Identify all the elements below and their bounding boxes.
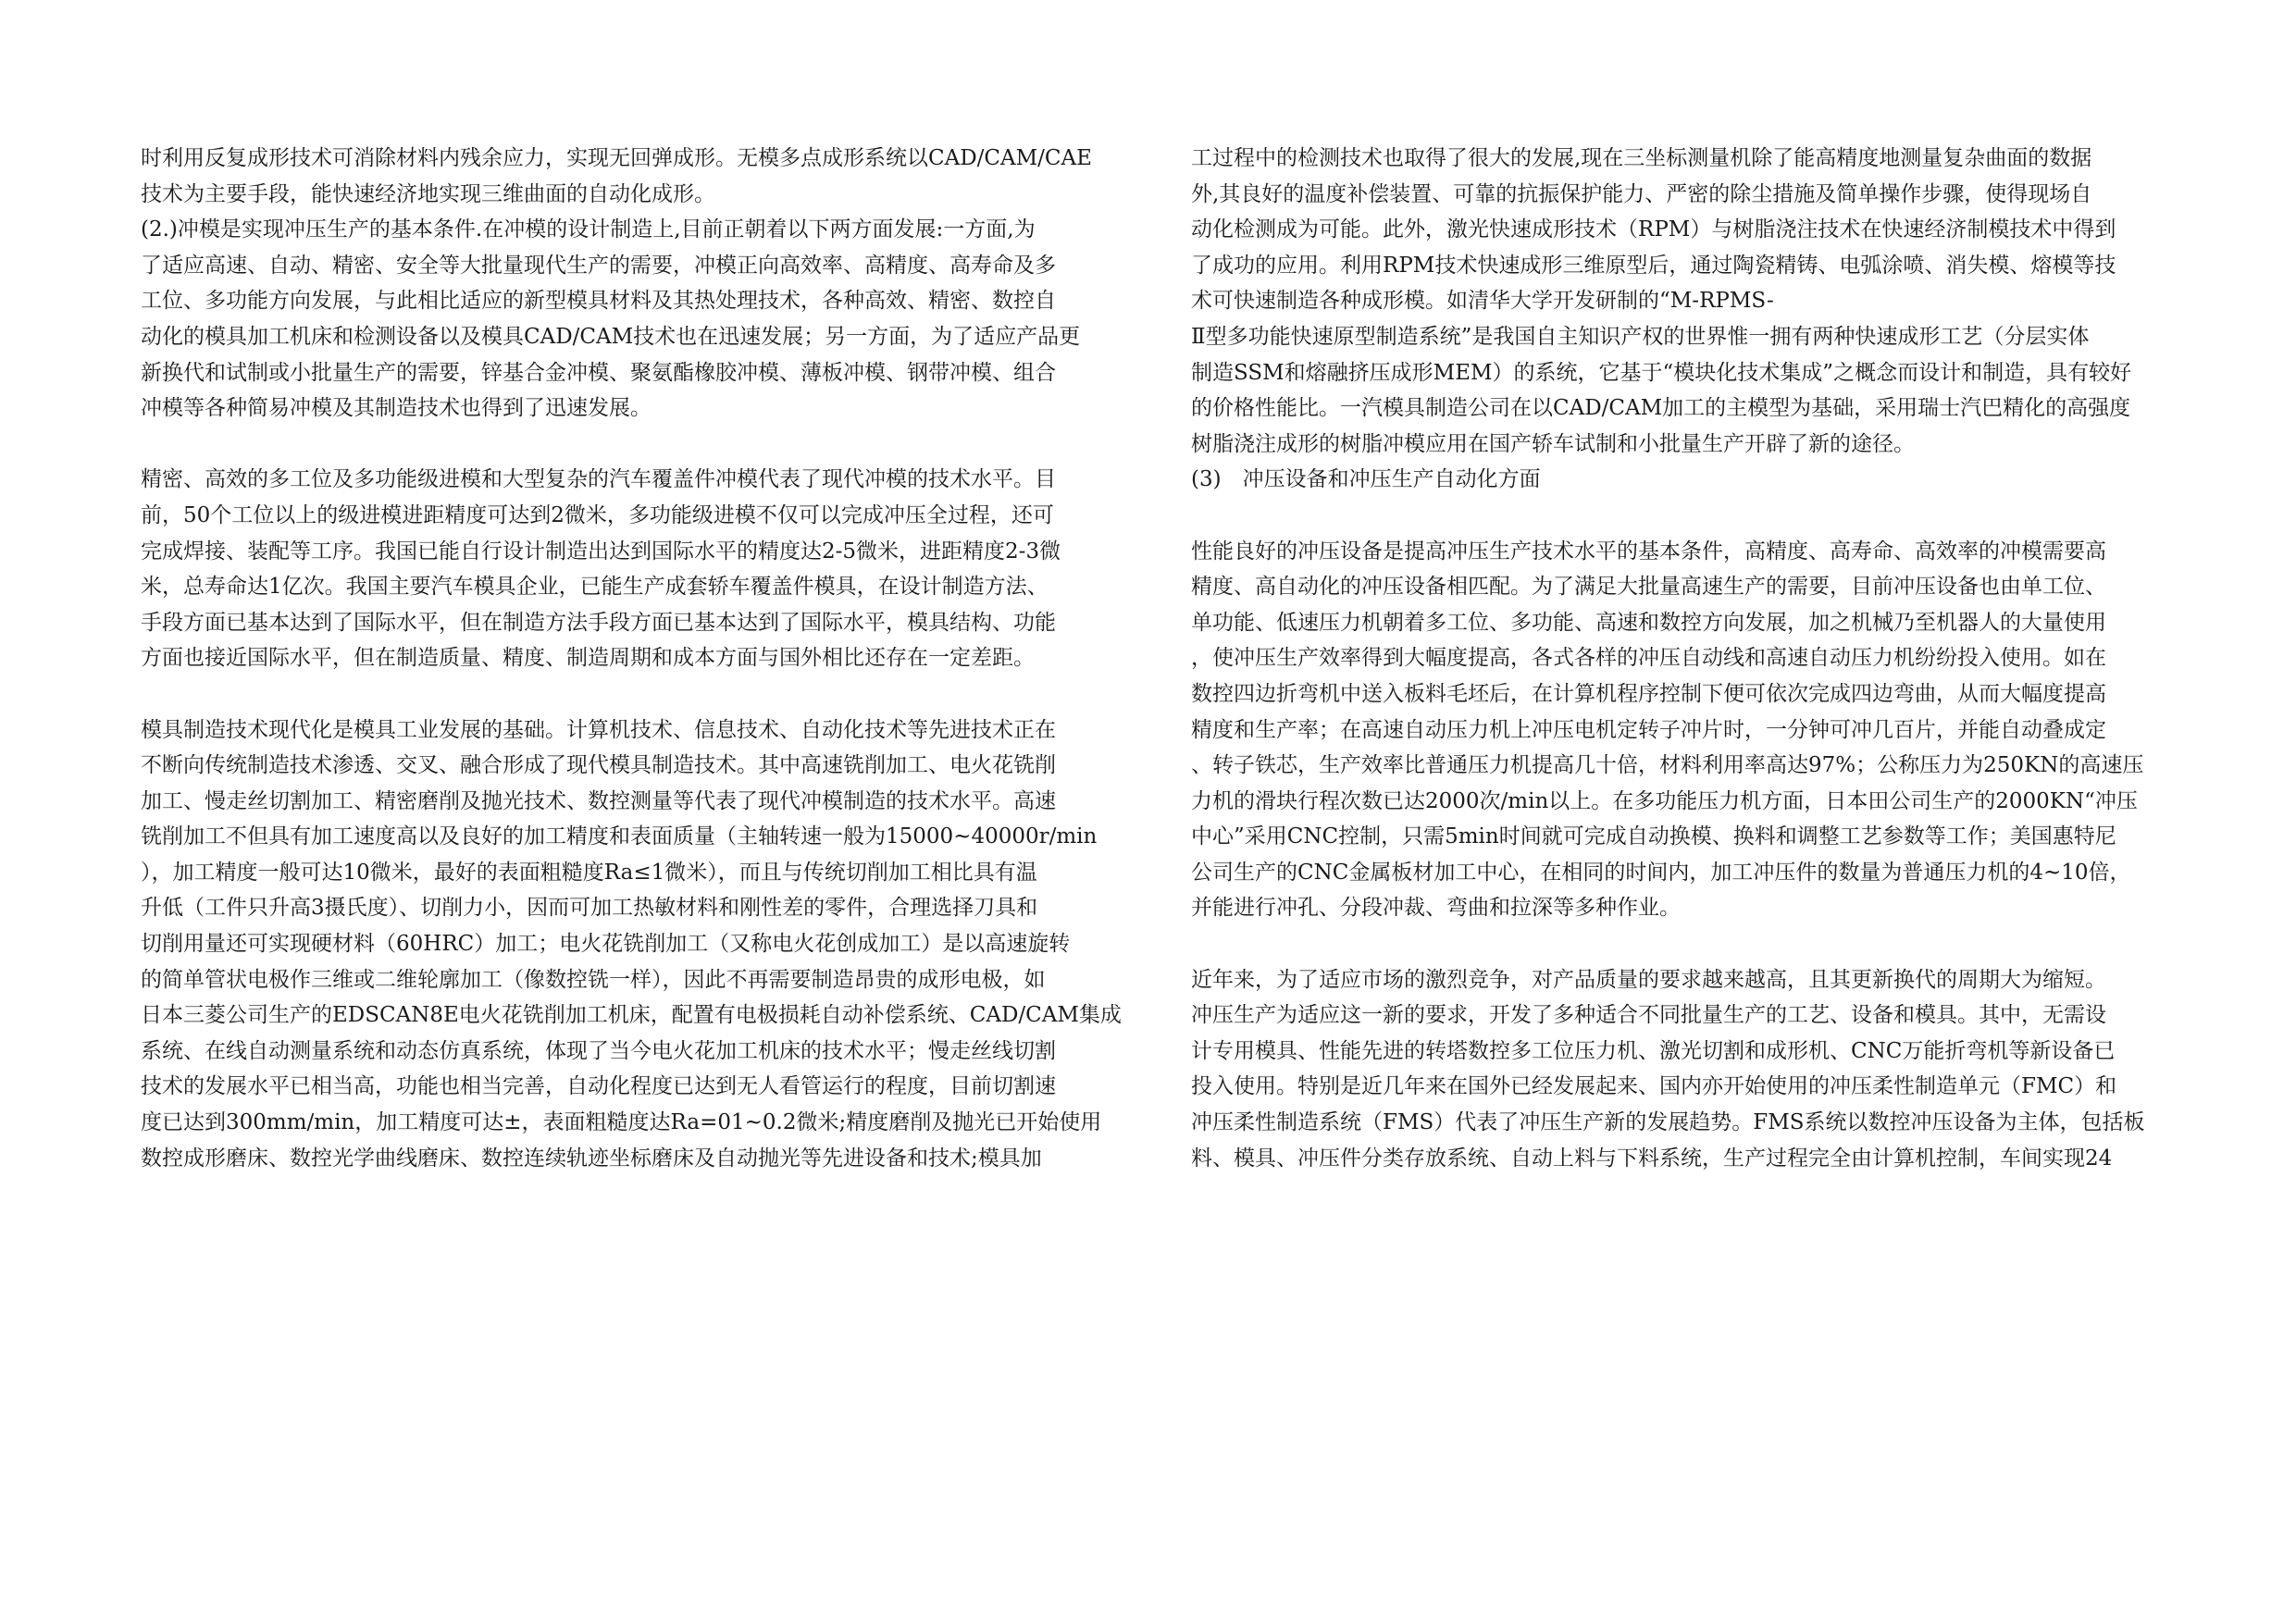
text-line: 工位、多功能方向发展，与此相比适应的新型模具材料及其热处理技术，各种高效、精密、数控自 [141,289,1056,314]
text-line: 料、模具、冲压件分类存放系统、自动上料与下料系统，生产过程完全由计算机控制，车间实现24 [1191,1146,2113,1171]
text-line: 、转子铁芯，生产效率比普通压力机提高几十倍，材料利用率高达97%；公称压力为250KN的高速压 [1191,753,2144,778]
text-line: 投入使用。特别是近几年来在国外已经发展起来、国内亦开始使用的冲压柔性制造单元（FMC）和 [1191,1074,2117,1099]
text-line: 力机的滑块行程次数已达2000次/min以上。在多功能压力机方面，日本田公司生产的2000KN“冲压 [1191,788,2138,813]
text-line: 计专用模具、性能先进的转塔数控多工位压力机、激光切割和成形机、CNC万能折弯机等新设备已 [1191,1038,2116,1063]
text-line: 术可快速制造各种成形模。如清华大学开发研制的“M-RPMS- [1191,289,1774,314]
text-line: Ⅱ型多功能快速原型制造系统”是我国自主知识产权的世界惟一拥有两种快速成形工艺（分层实体 [1191,324,2090,349]
paragraph-gap [141,427,1131,463]
text-line: 近年来，为了适应市场的激烈竞争，对产品质量的要求越来越高，且其更新换代的周期大为缩短。 [1191,967,2106,992]
left-column [141,141,1131,1176]
text-line: 精密、高效的多工位及多功能级进模和大型复杂的汽车覆盖件冲模代表了现代冲模的技术水平。目 [141,467,1056,492]
text-line: 精度、高自动化的冲压设备相匹配。为了满足大批量高速生产的需要，目前冲压设备也由单工位、 [1191,575,2106,600]
paragraph-gap [1191,498,2189,534]
text-line: 精度和生产率；在高速自动压力机上冲压电机定转子冲片时，一分钟可冲几百片，并能自动叠成定 [1191,717,2106,742]
text-line: 米，总寿命达1亿次。我国主要汽车模具企业，已能生产成套轿车覆盖件模具，在设计制造方法、 [141,575,1049,600]
text-line: 中心”采用CNC控制，只需5min时间就可完成自动换模、换料和调整工艺参数等工作；美国惠特尼 [1191,824,2116,849]
text-line: 单功能、低速压力机朝着多工位、多功能、高速和数控方向发展，加之机械乃至机器人的大量使用 [1191,610,2106,635]
text-line: 铣削加工不但具有加工速度高以及良好的加工精度和表面质量（主轴转速一般为15000~40000r/min [141,824,1098,849]
text-line: 系统、在线自动测量系统和动态仿真系统，体现了当今电火花加工机床的技术水平；慢走丝线切割 [141,1038,1056,1063]
text-line: ），加工精度一般可达10微米，最好的表面粗糙度Ra≤1微米），而且与传统切削加工相比具有温 [141,860,1037,885]
text-line: 完成焊接、装配等工序。我国已能自行设计制造出达到国际水平的精度达2-5微米，进距精度2-3微 [141,539,1061,564]
text-line: 技术为主要手段，能快速经济地实现三维曲面的自动化成形。 [141,181,715,206]
text-line: 技术的发展水平已相当高，功能也相当完善，自动化程度已达到无人看管运行的程度，目前切割速 [141,1074,1056,1099]
text-line: 冲压柔性制造系统（FMS）代表了冲压生产新的发展趋势。FMS系统以数控冲压设备为主体，包括板 [1191,1110,2145,1135]
text-line: 不断向传统制造技术渗透、交叉、融合形成了现代模具制造技术。其中高速铣削加工、电火花铣削 [141,753,1056,778]
text-line: 制造SSM和熔融挤压成形MEM）的系统，它基于“模块化技术集成”之概念而设计和制造，具有较好 [1191,360,2132,385]
paragraph-gap [1191,926,2189,962]
text-line: 性能良好的冲压设备是提高冲压生产技术水平的基本条件，高精度、高寿命、高效率的冲模需要高 [1191,539,2106,564]
text-line: 公司生产的CNC金属板材加工中心，在相同的时间内，加工冲压件的数量为普通压力机的4~10倍， [1191,860,2131,885]
text-line: 切削用量还可实现硬材料（60HRC）加工；电火花铣削加工（又称电火花创成加工）是以高速旋转 [141,932,1071,957]
text-line: 方面也接近国际水平，但在制造质量、精度、制造周期和成本方面与国外相比还存在一定差距。 [141,646,1035,671]
text-line: 度已达到300mm/min，加工精度可达±，表面粗糙度达Ra=01~0.2微米;精度磨削及抛光已开始使用 [141,1110,1102,1135]
text-line: 的简单管状电极作三维或二维轮廓加工（像数控铣一样），因此不再需要制造昂贵的成形电极，如 [141,967,1046,992]
text-line: 树脂浇注成形的树脂冲模应用在国产轿车试制和小批量生产开辟了新的途径。 [1191,431,1915,456]
text-line: 日本三菱公司生产的EDSCAN8E电火花铣削加工机床，配置有电极损耗自动补偿系统、CAD/CAM集成 [141,1003,1122,1028]
text-line: 冲压生产为适应这一新的要求，开发了多种适合不同批量生产的工艺、设备和模具。其中，无需设 [1191,1003,2106,1028]
text-line: 动化检测成为可能。此外，激光快速成形技术（RPM）与树脂浇注技术在快速经济制模技术中得到 [1191,217,2116,242]
text-line: 了成功的应用。利用RPM技术快速成形三维原型后，通过陶瓷精铸、电弧涂喷、消失模、熔模等技 [1191,253,2116,278]
text-line: 新换代和试制或小批量生产的需要，锌基合金冲模、聚氨酯橡胶冲模、薄板冲模、钢带冲模、组合 [141,360,1056,385]
right-column [1191,141,2189,1176]
text-line: 升低（工件只升高3摄氏度）、切削力小，因而可加工热敏材料和刚性差的零件，合理选择刀具和 [141,896,1038,921]
text-line: 手段方面已基本达到了国际水平，但在制造方法手段方面已基本达到了国际水平，模具结构、功能 [141,610,1056,635]
text-line: 前，50个工位以上的级进模进距精度可达到2微米，多功能级进模不仅可以完成冲压全过程，还可 [141,502,1054,527]
text-line: (2.)冲模是实现冲压生产的基本条件.在冲模的设计制造上,目前正朝着以下两方面发展:一方面,为 [141,217,1036,242]
text-line: 的价格性能比。一汽模具制造公司在以CAD/CAM加工的主模型为基础，采用瑞士汽巴精化的高强度 [1191,396,2131,421]
text-line: (3) 冲压设备和冲压生产自动化方面 [1191,467,1541,492]
text-line: 冲模等各种简易冲模及其制造技术也得到了迅速发展。 [141,396,652,421]
text-line: 并能进行冲孔、分段冲裁、弯曲和拉深等多种作业。 [1191,896,1681,921]
text-line: 外,其良好的温度补偿装置、可靠的抗振保护能力、严密的除尘措施及简单操作步骤，使得现场自 [1191,181,2092,206]
paragraph-gap [141,676,1131,712]
text-line: ，使冲压生产效率得到大幅度提高，各式各样的冲压自动线和高速自动压力机纷纷投入使用。如在 [1191,646,2106,671]
text-line: 动化的模具加工机床和检测设备以及模具CAD/CAM技术也在迅速发展；另一方面，为了适应产品更 [141,324,1081,349]
text-line: 模具制造技术现代化是模具工业发展的基础。计算机技术、信息技术、自动化技术等先进技术正在 [141,717,1056,742]
text-line: 加工、慢走丝切割加工、精密磨削及抛光技术、数控测量等代表了现代冲模制造的技术水平。高速 [141,788,1056,813]
text-line: 了适应高速、自动、精密、安全等大批量现代生产的需要，冲模正向高效率、高精度、高寿命及多 [141,253,1056,278]
text-line: 时利用反复成形技术可消除材料内残余应力，实现无回弹成形。无模多点成形系统以CAD/CAM/CAE [141,146,1092,170]
text-line: 数控四边折弯机中送入板料毛坯后，在计算机程序控制下便可依次完成四边弯曲，从而大幅度提高 [1191,681,2106,706]
text-line: 数控成形磨床、数控光学曲线磨床、数控连续轨迹坐标磨床及自动抛光等先进设备和技术;模具加 [141,1146,1042,1171]
text-line: 工过程中的检测技术也取得了很大的发展,现在三坐标测量机除了能高精度地测量复杂曲面的数据 [1191,146,2092,170]
